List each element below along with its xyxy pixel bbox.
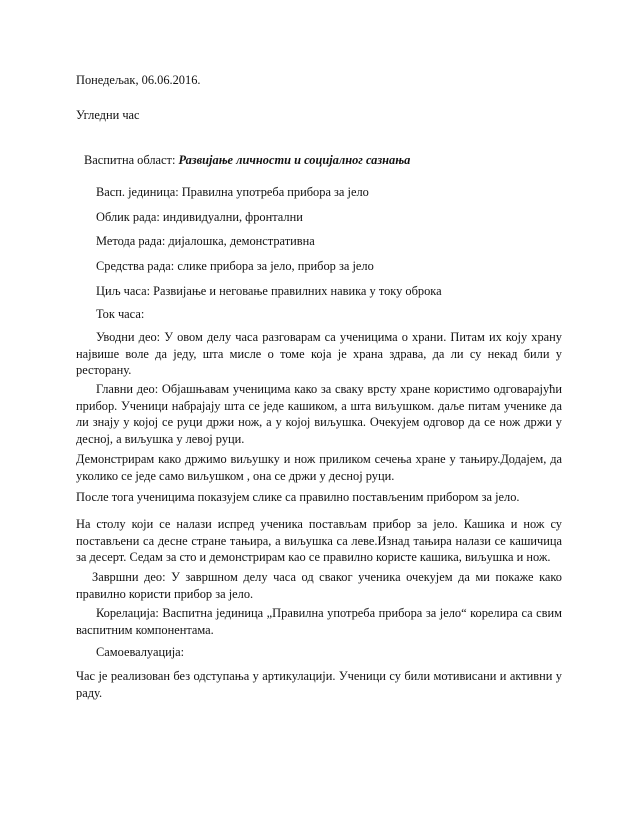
lesson-goal: Циљ часа: Развијање и неговање правилних навика у току оброка [96,284,442,298]
demonstration-paragraph: Демонстрирам како држимо виљушку и нож приликом сечења хране у тањиру.Додајем, да уколико се једе само виљушком , она се држи у десној руци. [76,452,562,483]
class-title: Угледни час [76,108,140,122]
intro-paragraph: Уводни део: У овом делу часа разговарам са ученицима о храни. Питам их коју храну највише воле да једу, шта мисле о томе која је храна здрава, да ли су некад били у ресторану. [76,330,562,377]
work-method: Метода рада: дијалошка, демонстративна [96,234,315,248]
final-part-paragraph: Завршни део: У завршном делу часа од сваког ученика очекујем да ми покаже како правилно користи прибор за јело. [76,570,562,601]
correlation-paragraph: Корелација: Васпитна јединица „Правилна употреба прибора за јело“ корелира са свим васпитним компонентама. [76,606,562,637]
pictures-paragraph: После тога ученицима показујем слике са правилно постављеним прибором за јело. [76,490,520,504]
educational-area-label: Васпитна област: [84,153,179,167]
educational-area-value: Развијање личности и социјалног сазнања [178,153,411,167]
lesson-flow: Ток часа: [96,307,145,321]
work-resources: Средства рада: слике прибора за јело, прибор за јело [96,259,374,273]
table-setting-paragraph: На столу који се налази испред ученика постављам прибор за јело. Кашика и нож су постављени са десне стране тањира, а виљушка са леве.Изнад тањира налази се кашичица за десерт. Седам за сто и демонстрирам као се правилно користе кашика, виљушка и нож. [76,517,562,564]
educational-area [84,152,410,168]
date-line: Понедељак, 06.06.2016. [76,73,201,87]
main-part-paragraph: Главни део: Објашњавам ученицима како за сваку врсту хране користимо одговарајући прибор. Ученици набрајају шта се једе кашиком, а шта виљушком. даље питам ученике да ли знају у којој се руци држи нож, а у којој виљушка. Очекујем одговор да се нож држи у десној, а виљушка у левој руци. [76,382,562,446]
teaching-unit: Васп. јединица: Правилна употреба прибора за јело [96,185,369,199]
work-form: Облик рада: индивидуални, фронтални [96,210,303,224]
self-evaluation-heading: Самоевалуација: [96,645,185,659]
conclusion-paragraph: Час је реализован без одступања у артикулацији. Ученици су били мотивисани и активни у раду. [76,669,562,700]
